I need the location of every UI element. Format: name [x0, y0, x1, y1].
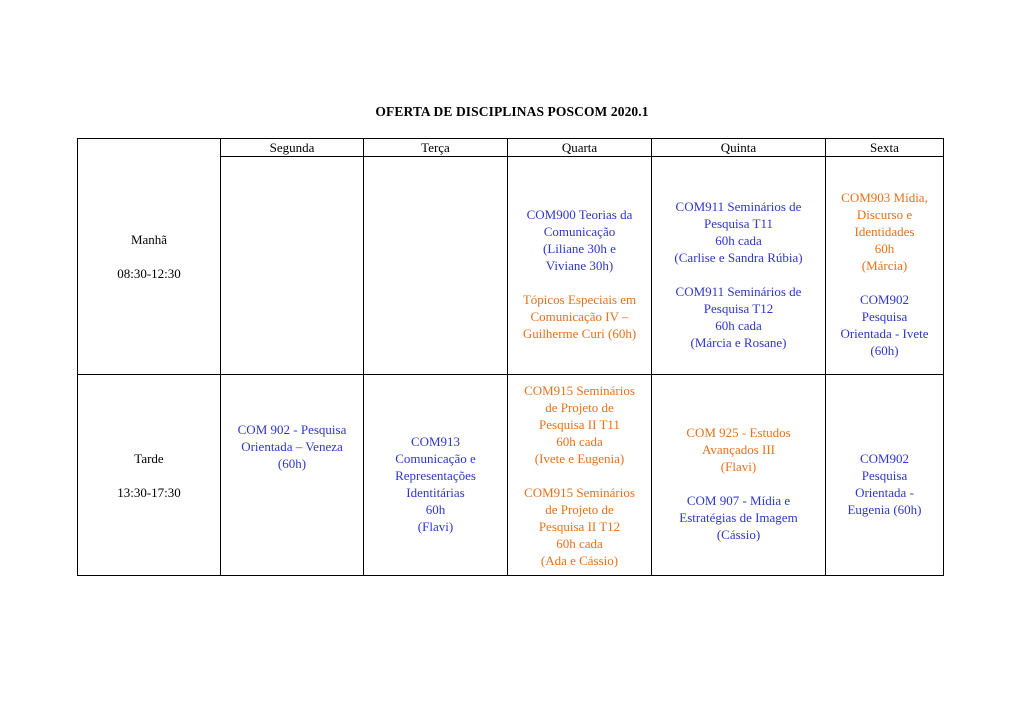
day-header-segunda: Segunda — [221, 139, 364, 157]
course-entry: COM911 Seminários de Pesquisa T12 60h cada (Márcia e Rosane) — [675, 283, 802, 350]
period-morning-time: 08:30-12:30 — [117, 266, 181, 281]
course-entry: COM911 Seminários de Pesquisa T11 60h cada (Carlise e Sandra Rúbia) — [674, 198, 803, 265]
cell-afternoon-quarta — [508, 375, 652, 576]
day-header-terca: Terça — [364, 139, 508, 157]
page-title: OFERTA DE DISCIPLINAS POSCOM 2020.1 — [375, 104, 649, 119]
day-header-quinta: Quinta — [652, 139, 826, 157]
course-entry: COM900 Teorias da Comunicação (Liliane 30h e Viviane 30h) — [526, 207, 633, 273]
course-entry: Tópicos Especiais em Comunicação IV – Guilherme Curi (60h) — [522, 292, 637, 341]
cell-afternoon-segunda — [221, 375, 364, 576]
course-entry: COM 925 - Estudos Avançados III (Flavi) — [686, 425, 791, 474]
course-entry: COM903 Mídia, Discurso e Identidades 60h (Márcia) — [841, 190, 928, 273]
period-afternoon-label: Tarde — [134, 450, 164, 466]
day-header-sexta: Sexta — [826, 139, 944, 157]
course-entry: COM915 Seminários de Projeto de Pesquisa II T12 60h cada (Ada e Cássio) — [524, 484, 635, 568]
cell-morning-terca — [364, 157, 508, 375]
course-entry: COM913 Comunicação e Representações Identitárias 60h (Flavi) — [395, 433, 476, 534]
cell-morning-segunda — [221, 157, 364, 375]
period-afternoon-time: 13:30-17:30 — [117, 484, 181, 500]
period-morning — [78, 139, 221, 375]
cell-afternoon-quinta — [652, 375, 826, 576]
period-afternoon — [78, 375, 221, 576]
course-entry: COM902 Pesquisa Orientada - Eugenia (60h) — [847, 450, 922, 517]
cell-morning-sexta — [826, 157, 944, 375]
day-header-quarta: Quarta — [508, 139, 652, 157]
period-morning-label: Manhã — [130, 232, 168, 247]
course-entry: COM902 Pesquisa Orientada - Ivete (60h) — [840, 292, 929, 358]
cell-morning-quarta — [508, 157, 652, 375]
course-entry: COM915 Seminários de Projeto de Pesquisa II T11 60h cada (Ivete e Eugenia) — [524, 382, 635, 466]
cell-afternoon-terca — [364, 375, 508, 576]
course-entry: COM 907 - Mídia e Estratégias de Imagem (Cássio) — [679, 493, 798, 542]
schedule-table — [77, 138, 944, 576]
cell-morning-quinta — [652, 157, 826, 375]
course-entry: COM 902 - Pesquisa Orientada – Veneza (60h) — [237, 422, 347, 471]
cell-afternoon-sexta — [826, 375, 944, 576]
